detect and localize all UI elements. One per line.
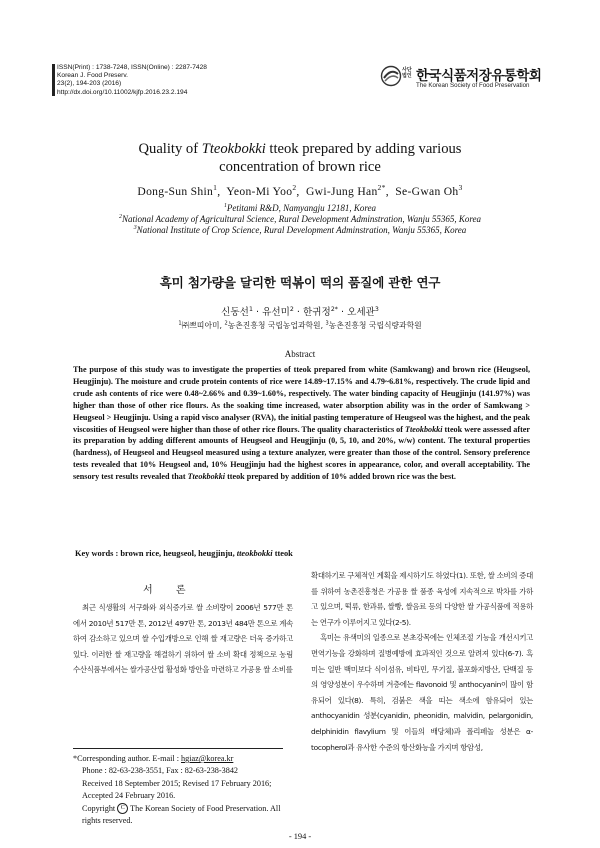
keywords: Key words : brown rice, heugseol, heugjinju, tteokbokki tteok [75,549,293,558]
abstract-heading: Abstract [284,349,316,359]
society-name-english: The Korean Society of Food Preservation [416,82,530,89]
copyright: Copyright C The Korean Society of Food Preservation. All rights reserved. [82,803,281,826]
title-line-2: concentration of brown rice [219,159,381,175]
title-part: Quality of [138,141,202,157]
paper-title [60,140,540,176]
corresponding-author: *Corresponding author. E-mail : hgiaz@korea.kr [73,754,234,763]
doi-link[interactable]: http://dx.doi.org/10.11002/kjfp.2016.23.2.194 [57,88,188,96]
society-logo [380,63,560,93]
korean-affiliations: $^1$㈜쁘띠아미, $^2$농촌진흥청 국립농업과학원, $^3$농촌진흥청 국립식량과학원 [178,320,422,330]
author: Dong-Sun Shin$^1$ [137,183,218,198]
affiliation-3: $^3$National Institute of Crop Science, Rural Development Adminstration, Wanju 55365, Korea [133,225,467,235]
korean-title: 흑미 첨가량을 달리한 떡볶이 떡의 품질에 관한 연구 [159,275,441,290]
affiliation-2: $^2$National Academy of Agricultural Science, Rural Development Adminstration, Wanju 55365, Korea [119,214,481,224]
footnote [73,753,295,827]
society-name-korean: 한국식품저장유통학회 [416,68,542,84]
phone-fax: Phone : 82-63-238-3551, Fax : 82-63-238-3842 [82,766,239,776]
issn-line: ISSN(Print) : 1738-7248, ISSN(Online) : 2287-7428 [57,64,207,71]
abstract-body: The purpose of this study was to investigate the properties of tteok prepared from white (Samkwang) and brown rice (Heugseol, Heugjinju). The moisture and crude protein contents of rice were 14.89~17.15% and 4.79~6.81%, respectively. The crude lipid and crude ash contents of rice were 0.48~2.66% and 0.39~1.60%, respectively. The water binding capacity of Heugjinju (141.97%) was higher than those of other rice flours. As the soaking time increased, water absorption ability was in the order of Samkwang > Heugseol > Heugjinju. Using a rapid visco analyser (RVA), the initial pasting temperature of Heugseol was the highest, and the peak viscosities of Heugseol were higher than those of other rice flours. The quality characteristics of Tteokbokki tteok were assessed after its preparation by adding different amounts of Heugseol and Heugjinju (0, 5, 10, and 20%, w/w) content. The textural properties (hardness), of Heugseol and Heugseol measured using a texture analyzer, were greater than those of the control. Sensory preference tests revealed that 10% Heugseol and, 10% Heugjinju had the highest scores in appearance, color, and overall acceptability. The sensory test results revealed that Tteokbokki tteok prepared by addition of 10% added brown rice was the best. [73,365,530,482]
footnote-rule [73,748,283,749]
intro-paragraph: 최근 식생활의 서구화와 외식증가로 쌀 소비량이 2006년 577만 톤에서 2010년 517만 톤, 2012년 497만 톤, 2013년 484만 톤으로 계속하여 감소하고 있으며 쌀 수입개방으로 인해 쌀 재고량은 더욱 증가하고 있다. 이러한 쌀 재고량을 해결하기 위하여 쌀 소비 확대 정책으로 농림수산식품부에서는 쌀가공산업 활성화 방안을 마련하고 가공용 쌀 소비를 [73,603,293,675]
received-dates: Received 18 September 2015; Revised 17 February 2016; Accepted 24 February 2016. [82,778,272,801]
intro-paragraph: 흑미는 유색미의 일종으로 본초강목에는 인체조절 기능을 개선시키고 면역기능을 강화하며 질병예방에 효과적인 것으로 알려져 있다(6-7). 흑미는 일반 백미보다 식이섬유, 비타민, 무기질, 불포화지방산, 단백질 등의 영양성분이 우수하며 겨층에는 flavonoid 및 anthocyanin이 많이 함유되어 있다(8). 특히, 검붉은 색을 띠는 색소에 함유되어 있는 anthocyanidin 성분(cyanidin, pheonidin, malvidin, pelargonidin, delphinidin flavylium 및 이들의 배당체)과 폴리페놀 성분은 α-tocopherol과 유사한 수준의 항산화능을 가지며 항암성, [311,633,533,752]
society-type-label: 사단 법인 [402,67,412,79]
author: Yeon-Mi Yoo$^2$ [226,183,297,198]
intro-right-column [311,568,533,755]
title-italic-term: Tteokbokki [201,141,266,157]
journal-name-line: Korean J. Food Preserv. [57,72,128,80]
copyright-icon: C [117,803,128,814]
journal-meta [57,64,207,97]
page-number: - 194 - [288,832,312,841]
author: Gwi-Jung Han$^{2*}$ [306,183,386,198]
title-part: tteok prepared by adding various [265,141,462,157]
author: Se-Gwan Oh$^3$ [395,183,463,198]
volume-line: 23(2), 194-203 (2016) [57,80,122,88]
intro-paragraph: 확대하기로 구체적인 계획을 제시하기도 하였다(1). 또한, 쌀 소비의 증대를 위하여 농촌진흥청은 가공용 쌀 품종 육성에 지속적으로 박차를 가하고 있으며, 떡류, 한과류, 쌀빵, 쌀음료 등의 다양한 쌀 가공식품에 적용하는 연구가 이루어지고 있다(2-5). [311,571,533,627]
email-link[interactable]: hgiaz@korea.kr [181,754,234,763]
affiliation-1: $^1$Petitami R&D, Namyangju 12181, Korea [223,203,377,213]
society-emblem-icon [380,65,402,87]
korean-author-list: 신동선$^1$ · 유선미$^2$ · 한귀정$^{2*}$ · 오세관$^3$ [221,305,379,318]
intro-left-column [73,600,293,678]
meta-marker-bar [52,64,55,96]
section-heading-introduction: 서 론 [143,585,196,596]
author-list: Dong-Sun Shin$^1$, Yeon-Mi Yoo$^2$, Gwi-Jung Han$^{2*}$, Se-Gwan Oh$^3$ [137,183,463,198]
